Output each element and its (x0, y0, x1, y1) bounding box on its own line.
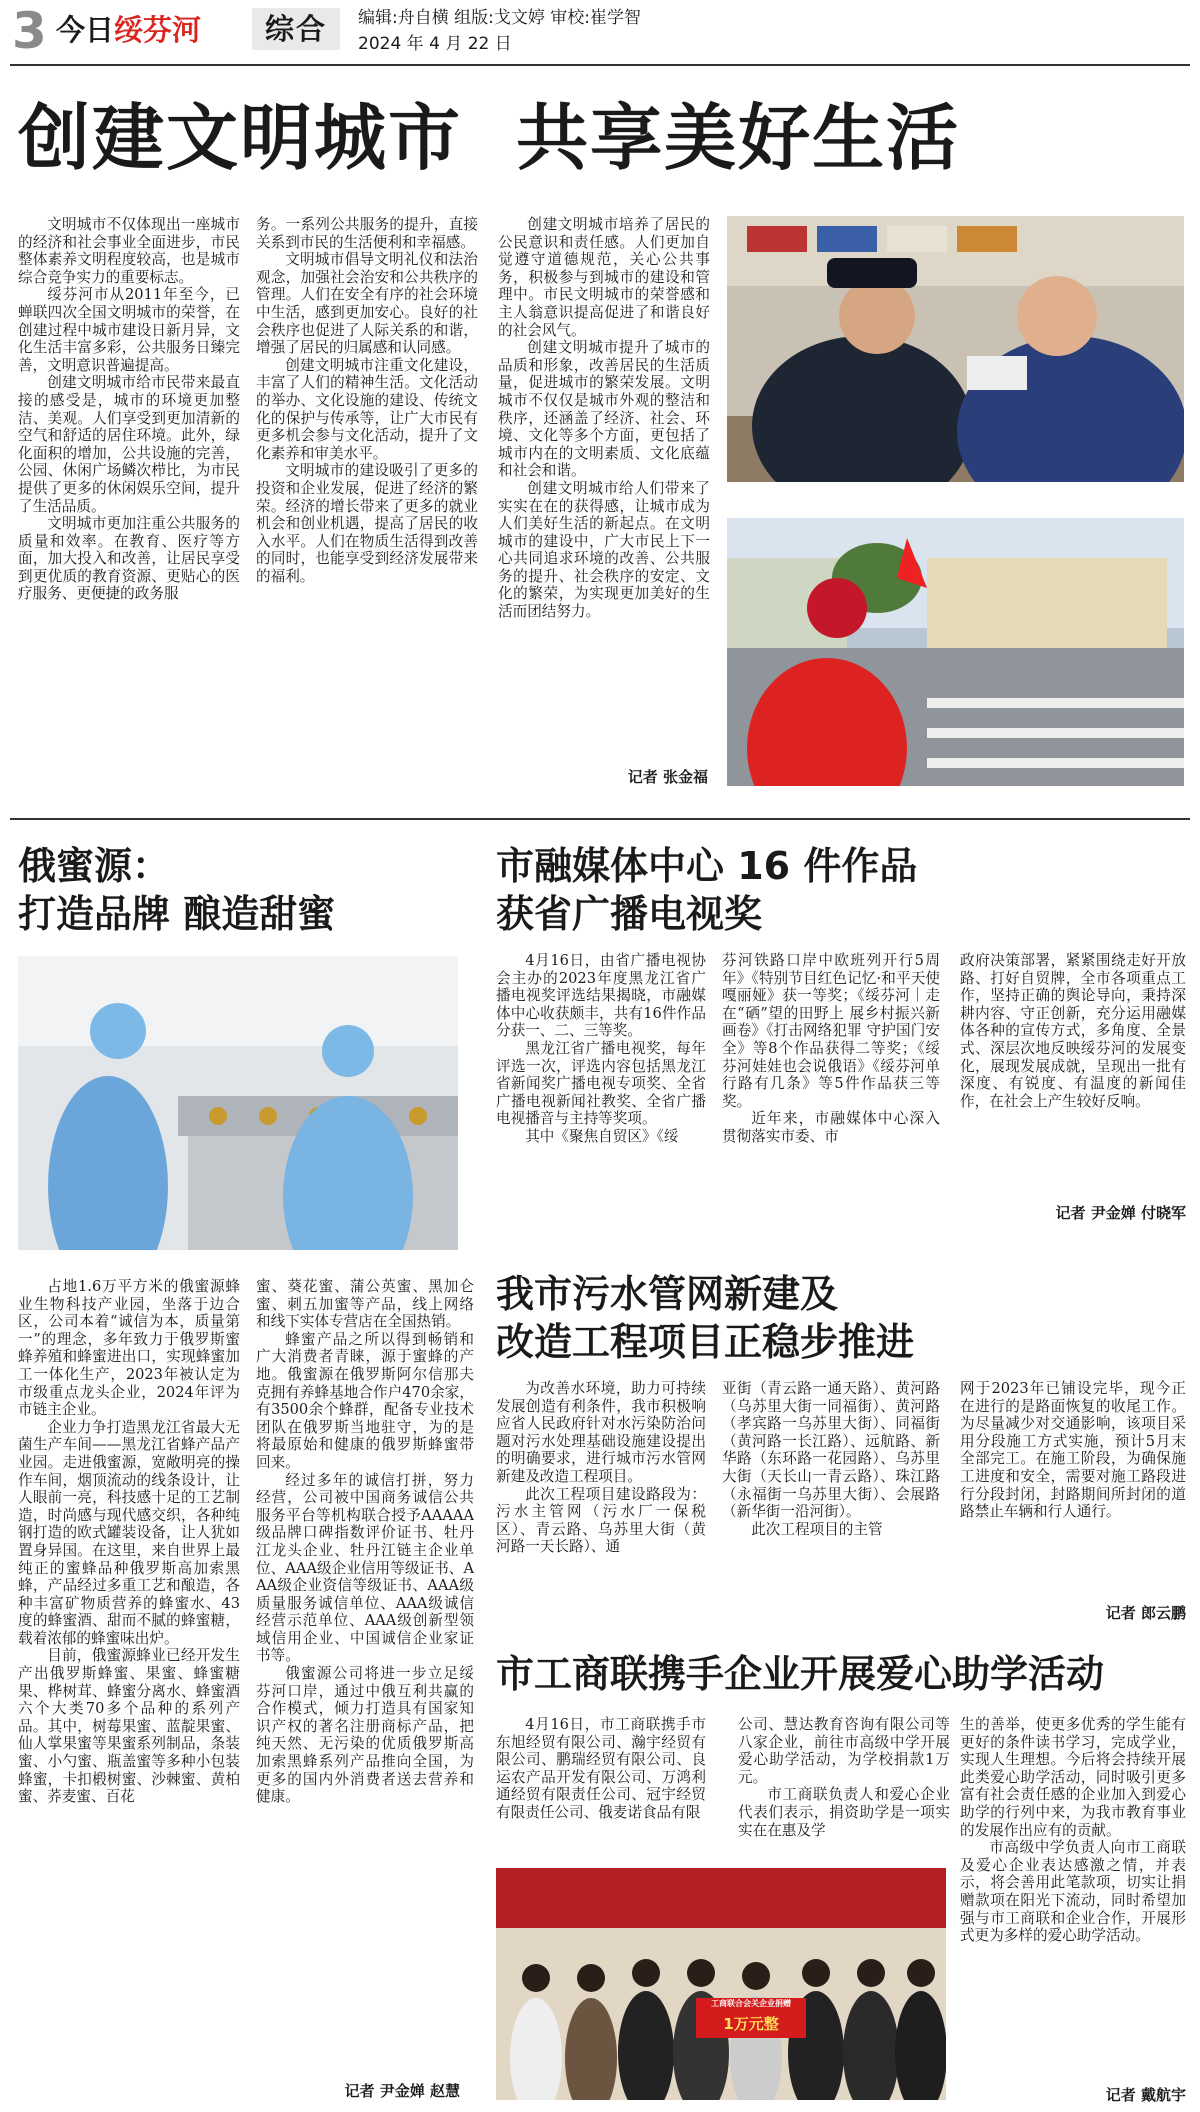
paragraph: 蜜、葵花蜜、蒲公英蜜、黑加仑蜜、刺五加蜜等产品，线上网络和线下实体专营店在全国热销。 (256, 1278, 474, 1331)
paragraph: 文明城市倡导文明礼仪和法治观念，加强社会治安和公共秩序的管理。人们在安全有序的社会环境中生活，感到更加安心。良好的社会秩序也促进了人际关系的和谐，增强了居民的归属感和认同感。 (256, 251, 478, 357)
article4-col3 (960, 1380, 1186, 1602)
article1-col2 (256, 216, 478, 786)
article3-col3 (960, 952, 1186, 1200)
article3-byline: 记者 尹金婵 付晓军 (1055, 1204, 1186, 1222)
article1-col3 (498, 216, 710, 764)
paragraph: 创建文明城市注重文化建设，丰富了人们的精神生活。文化活动的举办、文化设施的建设、传统文化的保护与传承等，让广大市民有更多机会参与文化活动，提升了文化素养和审美水平。 (256, 356, 478, 462)
article4-col2 (722, 1380, 940, 1620)
paragraph: 生的善举，使更多优秀的学生能有更好的条件读书学习，完成学业，实现人生理想。今后将会持续开展此类爱心助学活动，同时吸引更多富有社会责任感的企业加入到爱心助学的行列中来，为我市教育事业的发展作出应有的贡献。 (960, 1716, 1186, 1839)
article5-headline: 市工商联携手企业开展爱心助学活动 (496, 1652, 1105, 1696)
paragraph: 经过多年的诚信打拼，努力经营，公司被中国商务诚信公共服务平台等机构联合授予AAAAA级品牌口碑指数评价证书、牡丹江龙头企业、牡丹江链主企业单位、AAA级企业信用等级证书、AAA级企业资信等级证书、AAA级质量服务诚信单位、AAA级诚信经营示范单位、AAA级创新型领域信用企业、中国诚信企业家证书等。 (256, 1471, 474, 1665)
editors-credit: 编辑:舟自横 组版:戈文婷 审校:崔学智 (358, 8, 641, 28)
paragraph: 市工商联负责人和爱心企业代表们表示，捐资助学是一项实实在在惠及学 (738, 1786, 950, 1839)
article2-headline-line1: 俄蜜源： (18, 844, 171, 888)
paragraph: 文明城市不仅体现出一座城市的经济和社会事业全面进步，市民整体素养文明程度较高，也是城市综合竞争实力的重要标志。 (18, 216, 240, 286)
paragraph: 创建文明城市提升了城市的品质和形象，改善居民的生活质量，促进城市的繁荣发展。文明城市不仅仅是城市外观的整洁和秩序，还涵盖了经济、社会、环境、文化等多个方面，更包括了城市内在的文明素质、文化底蕴和社会和谐。 (498, 339, 710, 480)
article3-col1 (496, 952, 706, 1224)
article5-byline: 记者 戴航宇 (1105, 2086, 1186, 2104)
photo-police-with-foreigner (727, 216, 1184, 482)
paragraph: 4月16日，由省广播电视协会主办的2023年度黑龙江省广播电视奖评选结果揭晓，市融媒体中心收获颇丰，共有16件作品分获一、二、三等奖。 (496, 952, 706, 1040)
newspaper-brand (56, 10, 201, 50)
article5-col1 (496, 1716, 706, 1866)
brand-black: 今日 (56, 13, 115, 47)
donation-sign-title: 工商联合会关企业捐赠 (711, 1999, 791, 2008)
paragraph: 蜂蜜产品之所以得到畅销和广大消费者青睐，源于蜜蜂的产地。俄蜜源在俄罗斯阿尔信那夫克拥有养蜂基地合作户470余家，有3500余个蜂群，配备专业技术团队在俄罗斯当地驻守，为的是将最原始和健康的俄罗斯蜂蜜带回来。 (256, 1330, 474, 1471)
article2-col1 (18, 1278, 240, 2098)
main-headline: 创建文明城市 共享美好生活 (18, 96, 961, 180)
paragraph: 亚街（青云路一通天路）、黄河路（乌苏里大街一同福街）、黄河路（孝宾路一乌苏里大街）、同福街（黄河路一长江路）、远航路、新华路（东环路一花园路）、乌苏里大街（天长山一青云路）、珠江路（永福街一乌苏里大街）、会展路（新华街一沿河街）。 (722, 1380, 940, 1521)
article2-headline-line2: 打造品牌 酿造甜蜜 (18, 892, 336, 936)
article4-col1 (496, 1380, 706, 1620)
article5-col2 (738, 1716, 950, 1866)
article3-headline-line1: 市融媒体中心 16 件作品 (496, 844, 918, 888)
paragraph: 创建文明城市给市民带来最直接的感受是，城市的环境更加整洁、美观。人们享受到更加清新的空气和舒适的居住环境。此外，绿化面积的增加，公共设施的完善，公园、休闲广场鳞次栉比，为市民提供了更多的休闲娱乐空间，提升了生活品质。 (18, 374, 240, 515)
article1-col1 (18, 216, 240, 786)
paragraph: 目前，俄蜜源蜂业已经开发生产出俄罗斯蜂蜜、果蜜、蜂蜜糖果、桦树茸、蜂蜜分离水、蜂蜜酒六个大类70多个品种的系列产品。其中，树莓果蜜、蓝靛果蜜、仙人掌果蜜等果蜜系列制品，条装蜜、小勺蜜、瓶盖蜜等多种小包装蜂蜜，卡扣椴树蜜、沙棘蜜、黄柏蜜、荞麦蜜、百花 (18, 1647, 240, 1806)
brand-red: 绥芬河 (114, 13, 202, 47)
masthead (0, 0, 1200, 64)
article3-headline-line2: 获省广播电视奖 (496, 892, 763, 936)
paragraph: 创建文明城市给人们带来了实实在在的获得感，让城市成为人们美好生活的新起点。在文明城市的建设中，广大市民上下一心共同追求环境的改善、公共服务的提升、社会秩序的安定、文化的繁荣，为实现更加美好的生活而团结努力。 (498, 479, 710, 621)
issue-date: 2024 年 4 月 22 日 (358, 34, 512, 54)
article2-byline: 记者 尹金婵 赵慧 (344, 2082, 460, 2100)
paragraph: 绥芬河市从2011年至今，已蝉联四次全国文明城市的荣誉，在创建过程中城市建设日新月异，文化生活丰富多彩，公共服务日臻完善，文明意识普遍提高。 (18, 286, 240, 374)
donation-amount: 1万元整 (723, 2015, 779, 2033)
paragraph: 文明城市更加注重公共服务的质量和效率。在教育、医疗等方面，加大投入和改善，让居民享受到更优质的教育资源、更贴心的医疗服务、更便捷的政务服 (18, 515, 240, 603)
paragraph: 为改善水环境，助力可持续发展创造有利条件，我市积极响应省人民政府针对水污染防治问题对污水处理基础设施建设提出的明确要求，进行城市污水管网新建及改造工程项目。 (496, 1380, 706, 1485)
paragraph: 创建文明城市培养了居民的公民意识和责任感。人们更加自觉遵守道德规范，关心公共事务，积极参与到城市的建设和管理中。市民文明城市的荣誉感和主人翁意识提高促进了和谐良好的社会风气。 (498, 216, 710, 339)
article4-headline-line2: 改造工程项目正稳步推进 (496, 1320, 915, 1364)
paragraph: 近年来，市融媒体中心深入贯彻落实市委、市 (722, 1110, 940, 1145)
paragraph: 黑龙江省广播电视奖，每年评选一次，评选内容包括黑龙江省新闻奖广播电视专项奖、全省广播电视新闻社教奖、全省广播电视播音与主持等奖项。 (496, 1039, 706, 1128)
article4-byline: 记者 郎云鹏 (1105, 1604, 1186, 1622)
page-number: 3 (12, 2, 47, 60)
paragraph: 文明城市的建设吸引了更多的投资和企业发展，促进了经济的繁荣。经济的增长带来了更多的就业机会和创业机遇，提高了居民的收入水平。人们在物质生活得到改善的同时，也能享受到经济发展带来的福利。 (256, 462, 478, 585)
section-divider (10, 818, 1190, 820)
article3-col2 (722, 952, 940, 1224)
paragraph: 政府决策部署，紧紧围绕走好开放路、打好自贸牌，全市各项重点工作，坚持正确的舆论导向，秉持深耕内容、守正创新，充分运用融媒体各种的宣传方式，多角度、全景式、深层次地反映绥芬河的发展变化，展现发展成就，呈现出一批有深度、有锐度、有温度的新闻佳作，在社会上产生较好反响。 (960, 952, 1186, 1110)
paragraph: 俄蜜源公司将进一步立足绥芬河口岸，通过中俄互利共赢的合作模式，倾力打造具有国家知识产权的著名注册商标产品，把纯天然、无污染的优质俄罗斯高加索黑蜂系列产品推向全国，为更多的国内外消费者送去营养和健康。 (256, 1665, 474, 1806)
article4-headline-line1: 我市污水管网新建及 (496, 1272, 839, 1316)
paragraph: 企业力争打造黑龙江省最大无菌生产车间——黑龙江省蜂产品产业园。走进俄蜜源，宽敞明亮的操作车间，烟顶流动的线条设计，让人眼前一亮，科技感十足的工艺制造，时尚感与现代感交织，各种纯钢打造的欧式罐装设备，让人犹如置身异国。在这里，来自世界上最纯正的蜜蜂品种俄罗斯高加索黑蜂，产品经过多重工艺和酿造，各种丰富矿物质营养的蜂蜜水、43度的蜂蜜酒、甜而不腻的蜂蜜糖，载着浓郁的蜂蜜味出炉。 (18, 1418, 240, 1647)
section-label: 综合 (252, 8, 340, 50)
paragraph: 务。一系列公共服务的提升，直接关系到市民的生活便利和幸福感。 (256, 216, 478, 251)
photo-donation-ceremony (496, 1868, 946, 2100)
paragraph: 4月16日，市工商联携手市东旭经贸有限公司、瀚宇经贸有限公司、鹏瑞经贸有限公司、良运农产品开发有限公司、万鸿利通经贸有限责任公司、冠宇经贸有限责任公司、俄麦诺食品有限 (496, 1716, 706, 1821)
masthead-rule (10, 64, 1190, 66)
paragraph: 其中《聚焦自贸区》《绥 (525, 1127, 679, 1145)
article2-col2 (256, 1278, 474, 2068)
paragraph: 此次工程项目的主管 (751, 1520, 883, 1538)
paragraph: 芬河铁路口岸中欧班列开行5周年》《特别节目红色记忆·和平天使嘎丽娅》获一等奖；《绥芬河｜走在“硒”望的田野上 展乡村振兴新画卷》《打击网络犯罪 守护国门安全》等8个作品获得二等奖；《绥芬河娃娃也会说俄语》《绥芬河单行路有几条》等5件作品获三等奖。 (722, 952, 940, 1110)
article1-byline: 记者 张金福 (627, 768, 708, 786)
paragraph: 公司、慧达教育咨询有限公司等八家企业，前往市高级中学开展爱心助学活动，为学校捐款1万元。 (738, 1716, 950, 1786)
paragraph: 市高级中学负责人向市工商联及爱心企业表达感激之情，并表示，将会善用此笔款项，切实让捐赠款项在阳光下流动，同时希望加强与市工商联和企业合作，开展形式更为多样的爱心助学活动。 (960, 1839, 1186, 1945)
article5-col3 (960, 1716, 1186, 2082)
paragraph: 占地1.6万平方米的俄蜜源蜂业生物科技产业园，坐落于边合区，公司本着“诚信为本，质量第一”的理念，多年致力于俄罗斯蜜蜂养殖和蜂蜜进出口，实现蜂蜜加工一体化生产，2023年被认定为市级重点龙头企业，2024年评为市链主企业。 (18, 1278, 240, 1419)
paragraph: 此次工程项目建设路段为：污水主管网（污水厂一保税区）、青云路、乌苏里大街（黄河路一天长路）、通 (496, 1485, 706, 1556)
photo-volunteer-crosswalk (727, 518, 1184, 786)
paragraph: 网于2023年已铺设完毕，现今正在进行的是路面恢复的收尾工作。为尽量减少对交通影响，该项目采用分段施工方式实施，预计5月末全部完工。在施工阶段，为确保施工进度和安全，需要对施工路段进行分段封闭，封路期间所封闭的道路禁止车辆和行人通行。 (960, 1380, 1186, 1521)
photo-honey-workshop (18, 956, 458, 1250)
